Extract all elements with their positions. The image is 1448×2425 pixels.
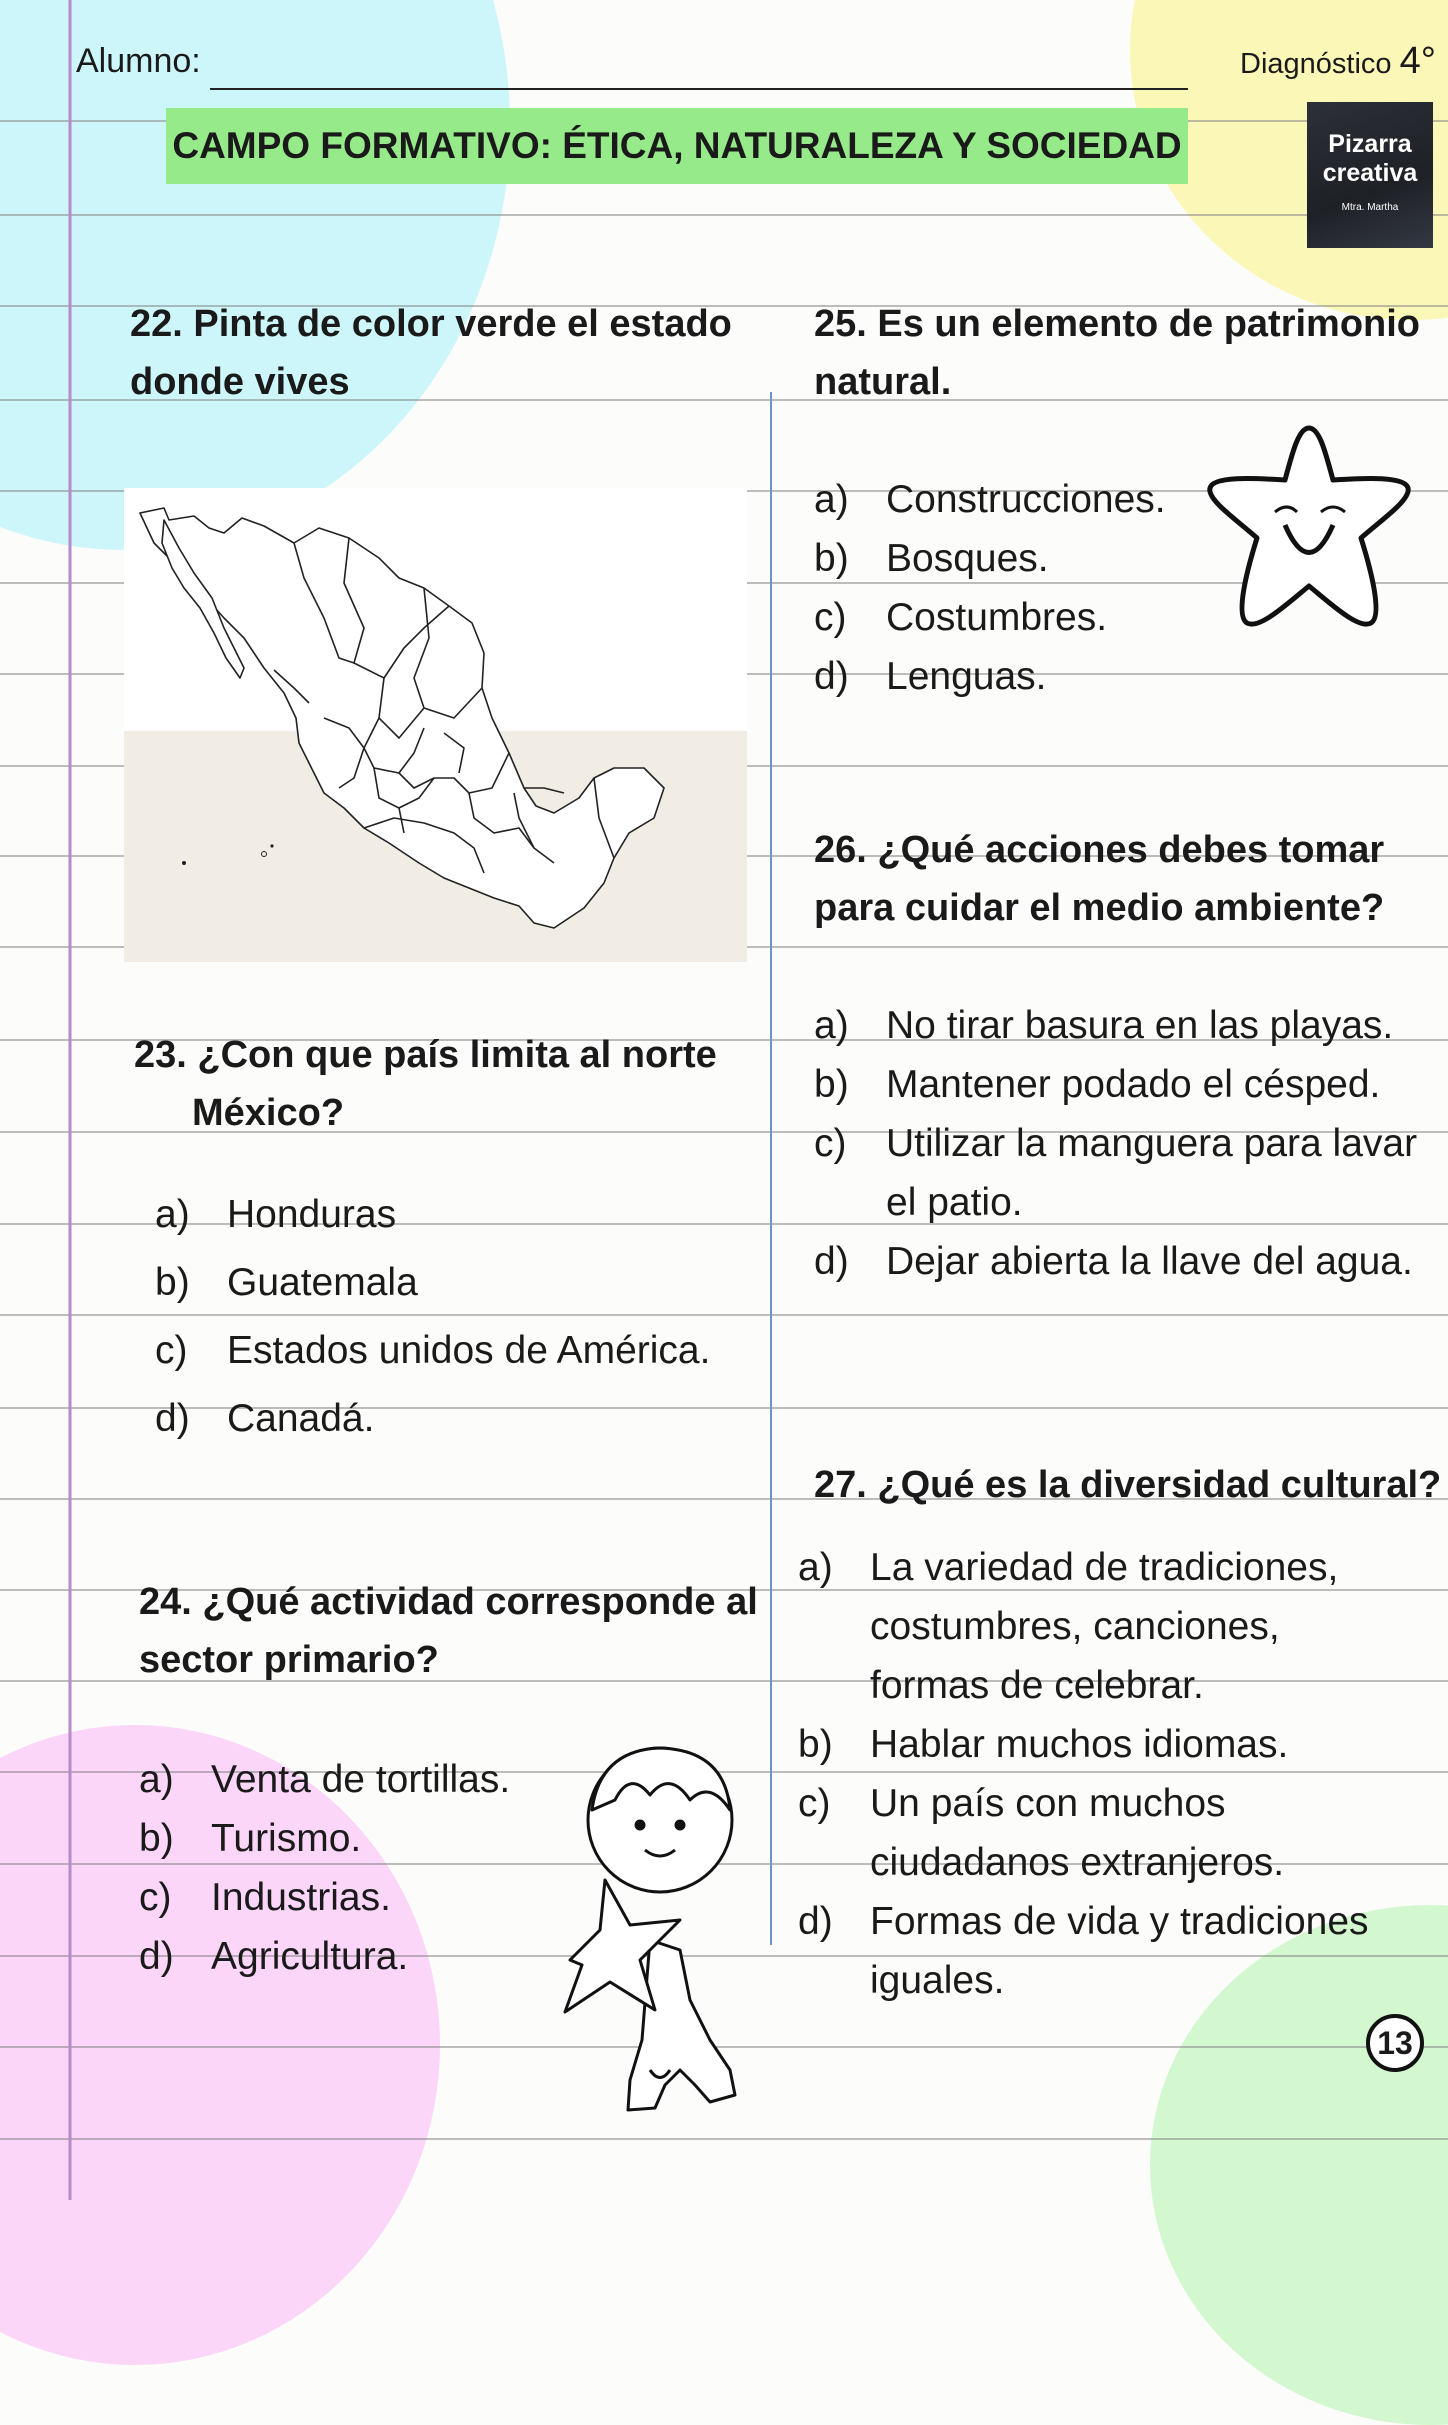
question-26 xyxy=(814,821,1384,937)
grade-text: 4° xyxy=(1399,40,1436,82)
option-text: Mantener podado el césped. xyxy=(886,1063,1381,1106)
option-letter: b) xyxy=(798,1723,833,1766)
option-letter: a) xyxy=(139,1758,174,1801)
question-25 xyxy=(814,295,1420,411)
question-23-line1: 23. ¿Con que país limita al norte xyxy=(134,1034,717,1076)
question-22 xyxy=(130,295,732,411)
question-26-line2: para cuidar el medio ambiente? xyxy=(814,887,1385,929)
question-24 xyxy=(139,1573,758,1689)
student-name-line[interactable] xyxy=(210,86,1188,90)
question-22-line2: donde vives xyxy=(130,361,350,403)
question-24-line2: sector primario? xyxy=(139,1639,439,1681)
child-holding-star-illustration xyxy=(530,1740,790,2130)
option-letter: b) xyxy=(139,1817,174,1860)
smiling-star-illustration xyxy=(1205,420,1415,642)
question-24-line1: 24. ¿Qué actividad corresponde al xyxy=(139,1581,758,1623)
question-26-option-d[interactable] xyxy=(814,1232,1434,1291)
option-text: Un país con muchos ciudadanos extranjeros. xyxy=(870,1782,1285,1884)
question-25-option-d[interactable] xyxy=(814,647,1214,706)
question-26-option-a[interactable] xyxy=(814,996,1434,1055)
option-letter: b) xyxy=(155,1261,190,1304)
question-23-option-b[interactable] xyxy=(155,1249,755,1317)
option-text: Turismo. xyxy=(211,1817,362,1860)
option-text: Venta de tortillas. xyxy=(211,1758,511,1801)
option-letter: c) xyxy=(139,1876,172,1919)
option-letter: c) xyxy=(155,1329,188,1372)
page-title: CAMPO FORMATIVO: ÉTICA, NATURALEZA Y SOCIEDAD xyxy=(166,108,1188,184)
question-23-option-a[interactable] xyxy=(155,1181,755,1249)
question-25-options xyxy=(814,470,1214,706)
option-text: Dejar abierta la llave del agua. xyxy=(886,1240,1413,1283)
option-text: Formas de vida y tradiciones iguales. xyxy=(870,1900,1369,2002)
option-text: Agricultura. xyxy=(211,1935,409,1978)
logo-line-2: creativa xyxy=(1322,159,1418,187)
option-text: Lenguas. xyxy=(886,655,1047,698)
question-25-line1: 25. Es un elemento de patrimonio xyxy=(814,303,1421,345)
logo-line-3: Mtra. Martha xyxy=(1341,202,1399,213)
question-25-option-b[interactable] xyxy=(814,529,1214,588)
question-25-option-c[interactable] xyxy=(814,588,1214,647)
option-text: Canadá. xyxy=(227,1397,375,1440)
option-letter: d) xyxy=(155,1397,190,1440)
question-27-option-b[interactable] xyxy=(798,1715,1438,1774)
option-letter: d) xyxy=(139,1935,174,1978)
option-letter: d) xyxy=(814,655,849,698)
option-letter: a) xyxy=(798,1546,833,1589)
question-23-options xyxy=(155,1181,755,1453)
option-text: Guatemala xyxy=(227,1261,418,1304)
question-26-option-c[interactable] xyxy=(814,1114,1434,1232)
question-27-option-a[interactable] xyxy=(798,1538,1438,1715)
logo-line-1: Pizarra xyxy=(1328,130,1412,158)
student-name-label: Alumno: xyxy=(76,42,201,80)
option-text: Estados unidos de América. xyxy=(227,1329,711,1372)
question-26-line1: 26. ¿Qué acciones debes tomar xyxy=(814,829,1385,871)
question-27-option-c[interactable] xyxy=(798,1774,1438,1892)
option-text: Costumbres. xyxy=(886,596,1108,639)
diagnostic-label xyxy=(1240,40,1436,83)
option-letter: c) xyxy=(798,1782,831,1825)
diagnostic-text: Diagnóstico xyxy=(1240,48,1392,80)
option-text: No tirar basura en las playas. xyxy=(886,1004,1394,1047)
option-letter: c) xyxy=(814,1122,847,1165)
option-text: Hablar muchos idiomas. xyxy=(870,1723,1289,1766)
option-text: Industrias. xyxy=(211,1876,391,1919)
option-letter: a) xyxy=(155,1193,190,1236)
question-27-options xyxy=(798,1538,1438,2010)
question-23 xyxy=(134,1026,717,1142)
question-25-option-a[interactable] xyxy=(814,470,1214,529)
mexico-map[interactable] xyxy=(124,488,747,962)
option-letter: a) xyxy=(814,478,849,521)
question-26-options xyxy=(814,996,1434,1291)
question-23-option-c[interactable] xyxy=(155,1317,755,1385)
page-number: 13 xyxy=(1366,2014,1424,2072)
option-letter: d) xyxy=(814,1240,849,1283)
question-26-option-b[interactable] xyxy=(814,1055,1434,1114)
option-text: Bosques. xyxy=(886,537,1049,580)
option-text: Construcciones. xyxy=(886,478,1166,521)
question-25-line2: natural. xyxy=(814,361,952,403)
option-letter: d) xyxy=(798,1900,833,1943)
question-23-line2: México? xyxy=(192,1092,345,1134)
option-letter: c) xyxy=(814,596,847,639)
option-letter: a) xyxy=(814,1004,849,1047)
question-22-line1: 22. Pinta de color verde el estado xyxy=(130,303,732,345)
option-text: Honduras xyxy=(227,1193,397,1236)
mexico-outline xyxy=(124,488,747,962)
option-text: La variedad de tradiciones, costumbres, canciones, formas de celebrar. xyxy=(870,1546,1339,1707)
question-23-option-d[interactable] xyxy=(155,1385,755,1453)
option-letter: b) xyxy=(814,1063,849,1106)
pizarra-creativa-logo xyxy=(1307,102,1433,248)
option-text: Utilizar la manguera para lavar el patio. xyxy=(886,1122,1418,1224)
option-letter: b) xyxy=(814,537,849,580)
question-27-option-d[interactable] xyxy=(798,1892,1438,2010)
question-27: 27. ¿Qué es la diversidad cultural? xyxy=(814,1464,1442,1506)
